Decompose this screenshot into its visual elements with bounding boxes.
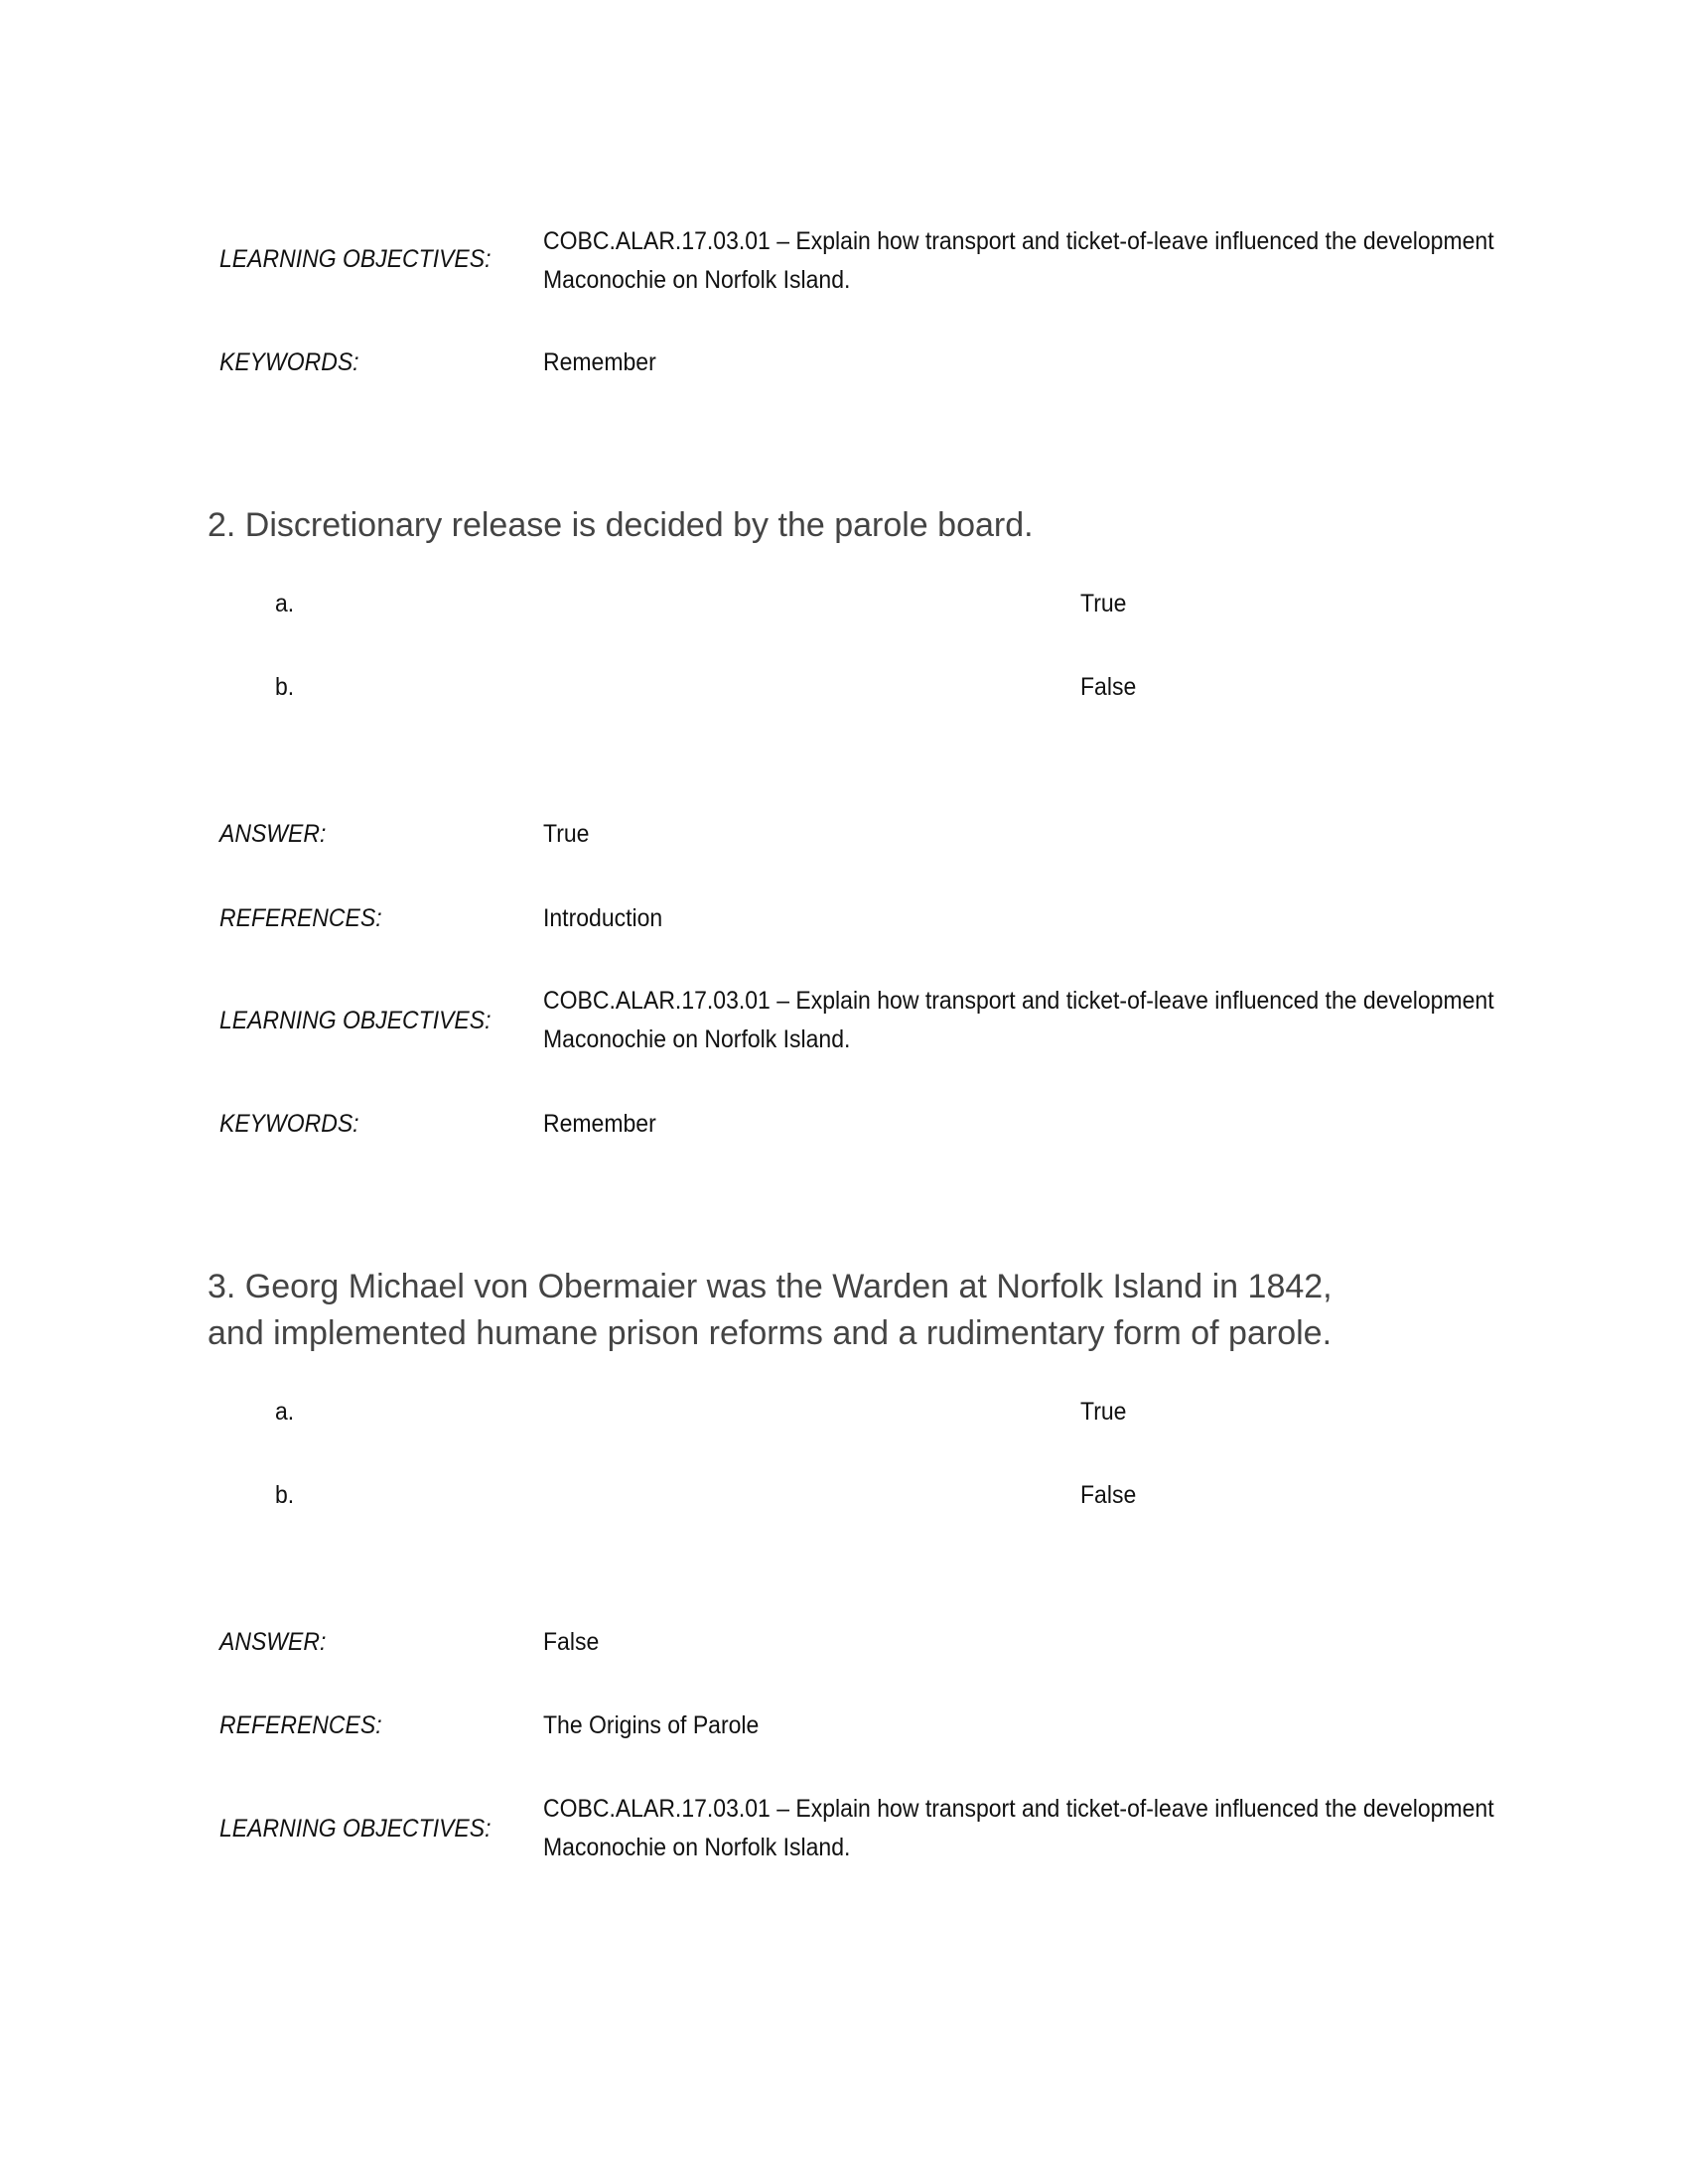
references-value: Introduction bbox=[543, 904, 663, 932]
option-letter: a. bbox=[275, 1398, 295, 1426]
lo-line1: COBC.ALAR.17.03.01 – Explain how transport and ticket-of-leave influenced the development bbox=[543, 1795, 1494, 1823]
lo-label: LEARNING OBJECTIVES: bbox=[219, 1815, 492, 1843]
answer-value: False bbox=[543, 1628, 600, 1656]
option-letter: b. bbox=[275, 673, 295, 701]
lo-label: LEARNING OBJECTIVES: bbox=[219, 245, 492, 273]
question-text-line2: and implemented humane prison reforms and a rudimentary form of parole. bbox=[208, 1314, 1333, 1352]
keywords-label: KEYWORDS: bbox=[219, 348, 359, 376]
references-label: REFERENCES: bbox=[219, 1711, 382, 1739]
lo-line2: Maconochie on Norfolk Island. bbox=[543, 1025, 851, 1053]
keywords-value: Remember bbox=[543, 348, 656, 376]
option-text[interactable]: True bbox=[1080, 590, 1127, 617]
references-label: REFERENCES: bbox=[219, 904, 382, 932]
option-letter: a. bbox=[275, 590, 295, 617]
answer-label: ANSWER: bbox=[219, 1628, 327, 1656]
option-letter: b. bbox=[275, 1481, 295, 1509]
question-text: 2. Discretionary release is decided by the parole board. bbox=[208, 506, 1034, 544]
option-text[interactable]: False bbox=[1080, 673, 1137, 701]
lo-line1: COBC.ALAR.17.03.01 – Explain how transport and ticket-of-leave influenced the development bbox=[543, 227, 1494, 255]
keywords-label: KEYWORDS: bbox=[219, 1110, 359, 1138]
lo-line2: Maconochie on Norfolk Island. bbox=[543, 1834, 851, 1861]
question-text-line1: 3. Georg Michael von Obermaier was the Warden at Norfolk Island in 1842, bbox=[208, 1268, 1333, 1305]
answer-label: ANSWER: bbox=[219, 820, 327, 848]
references-value: The Origins of Parole bbox=[543, 1711, 760, 1739]
answer-value: True bbox=[543, 820, 590, 848]
option-text[interactable]: True bbox=[1080, 1398, 1127, 1426]
lo-line2: Maconochie on Norfolk Island. bbox=[543, 266, 851, 294]
option-text[interactable]: False bbox=[1080, 1481, 1137, 1509]
lo-line1: COBC.ALAR.17.03.01 – Explain how transport and ticket-of-leave influenced the development bbox=[543, 987, 1494, 1015]
keywords-value: Remember bbox=[543, 1110, 656, 1138]
lo-label: LEARNING OBJECTIVES: bbox=[219, 1007, 492, 1034]
